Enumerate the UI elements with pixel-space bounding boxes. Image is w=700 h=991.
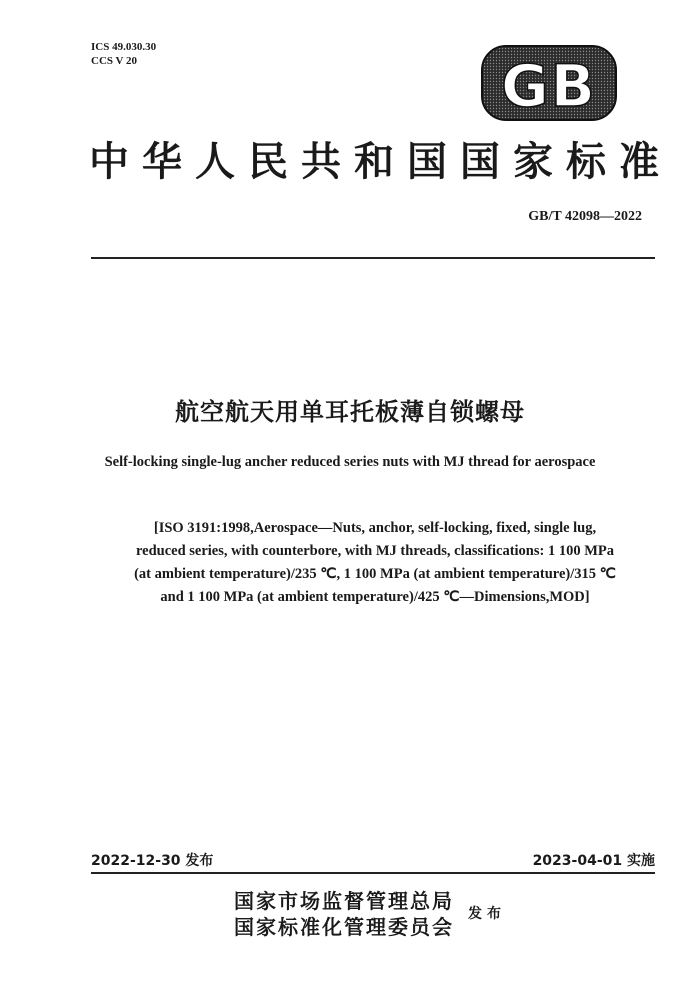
ccs-code: CCS V 20 (91, 55, 138, 67)
chinese-title: 航空航天用单耳托板薄自锁螺母 (175, 398, 525, 426)
gb-logo (480, 44, 618, 122)
iso-reference-line: and 1 100 MPa (at ambient temperature)/425 ℃—Dimensions,MOD] (160, 589, 590, 605)
issuing-authorities (234, 888, 454, 940)
iso-reference (74, 517, 676, 609)
logo-text: GB (501, 52, 597, 120)
iso-reference-line: [ISO 3191:1998,Aerospace—Nuts, anchor, self-locking, fixed, single lug, (153, 520, 597, 536)
classification-codes (91, 40, 156, 68)
implementation-date: 2023-04-01 实施 (532, 853, 655, 869)
iso-reference-line: reduced series, with counterbore, with MJ threads, classifications: 1 100 MPa (135, 543, 615, 559)
issue-action: 发布 (468, 906, 506, 922)
issuing-country-standard-title: 中华人民共和国国家标准 (89, 138, 672, 185)
issuer-sac: 国家标准化管理委员会 (234, 915, 454, 939)
ics-code: ICS 49.030.30 (91, 41, 157, 53)
footer-divider (91, 872, 655, 874)
english-title: Self-locking single-lug ancher reduced series nuts with MJ thread for aerospace (104, 454, 596, 470)
standard-number: GB/T 42098—2022 (528, 209, 642, 224)
issuer-samr: 国家市场监督管理总局 (234, 889, 454, 913)
iso-reference-line: (at ambient temperature)/235 ℃, 1 100 MPa (at ambient temperature)/315 ℃ (134, 566, 616, 582)
header-divider (91, 257, 655, 259)
publish-date: 2022-12-30 发布 (91, 853, 214, 869)
